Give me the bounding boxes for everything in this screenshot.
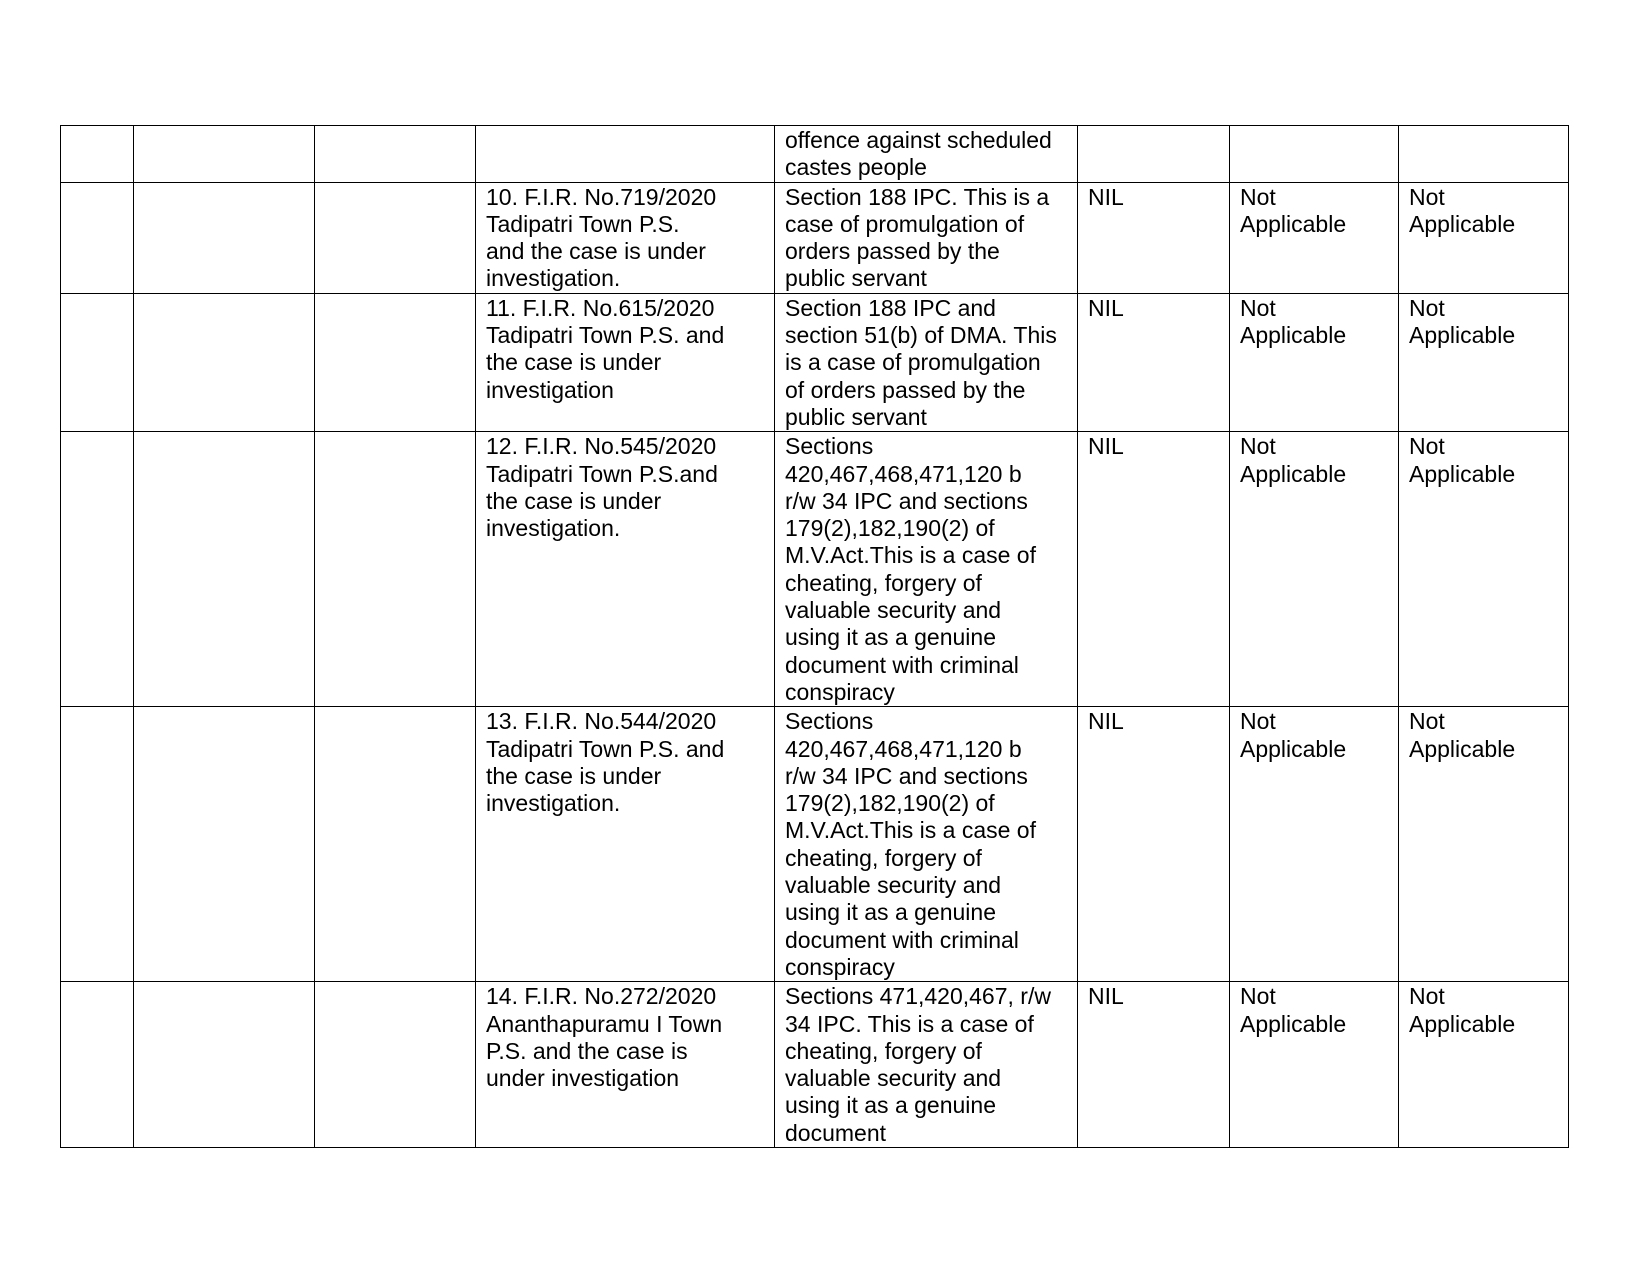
serial-cell xyxy=(61,126,134,183)
charges-cell xyxy=(1078,126,1230,183)
serial-cell xyxy=(61,293,134,431)
name-cell xyxy=(134,432,315,707)
fir-details-cell: 13. F.I.R. No.544/2020 Tadipatri Town P.S. and the case is under investigation. xyxy=(476,707,775,982)
table-row xyxy=(61,126,1569,183)
fir-details-cell: 14. F.I.R. No.272/2020 Ananthapuramu I Town P.S. and the case is under investigation xyxy=(476,982,775,1148)
serial-cell xyxy=(61,432,134,707)
case-details-table xyxy=(60,125,1569,1148)
status-cell: Not Applicable xyxy=(1230,982,1399,1148)
name-cell xyxy=(134,182,315,293)
remarks-cell: Not Applicable xyxy=(1399,432,1569,707)
fir-details-cell xyxy=(476,126,775,183)
charges-cell: NIL xyxy=(1078,707,1230,982)
detail-cell xyxy=(315,182,476,293)
offence-description-cell: offence against scheduled castes people xyxy=(775,126,1078,183)
remarks-cell: Not Applicable xyxy=(1399,707,1569,982)
status-cell: Not Applicable xyxy=(1230,182,1399,293)
detail-cell xyxy=(315,293,476,431)
serial-cell xyxy=(61,707,134,982)
name-cell xyxy=(134,293,315,431)
serial-cell xyxy=(61,982,134,1148)
offence-description-cell: Sections 471,420,467, r/w 34 IPC. This is a case of cheating, forgery of valuable security and using it as a genuine document xyxy=(775,982,1078,1148)
offence-description-cell: Sections 420,467,468,471,120 b r/w 34 IPC and sections 179(2),182,190(2) of M.V.Act.This is a case of cheating, forgery of valuable security and using it as a genuine document with criminal conspiracy xyxy=(775,432,1078,707)
detail-cell xyxy=(315,126,476,183)
fir-details-cell: 12. F.I.R. No.545/2020 Tadipatri Town P.S.and the case is under investigation. xyxy=(476,432,775,707)
offence-description-cell: Sections 420,467,468,471,120 b r/w 34 IPC and sections 179(2),182,190(2) of M.V.Act.This is a case of cheating, forgery of valuable security and using it as a genuine document with criminal conspiracy xyxy=(775,707,1078,982)
name-cell xyxy=(134,982,315,1148)
table-row xyxy=(61,982,1569,1148)
status-cell: Not Applicable xyxy=(1230,707,1399,982)
fir-details-cell: 11. F.I.R. No.615/2020 Tadipatri Town P.S. and the case is under investigation xyxy=(476,293,775,431)
charges-cell: NIL xyxy=(1078,293,1230,431)
remarks-cell: Not Applicable xyxy=(1399,293,1569,431)
table-row xyxy=(61,707,1569,982)
name-cell xyxy=(134,126,315,183)
detail-cell xyxy=(315,707,476,982)
table-row xyxy=(61,432,1569,707)
detail-cell xyxy=(315,982,476,1148)
status-cell xyxy=(1230,126,1399,183)
fir-details-cell: 10. F.I.R. No.719/2020 Tadipatri Town P.S. and the case is under investigation. xyxy=(476,182,775,293)
status-cell: Not Applicable xyxy=(1230,293,1399,431)
remarks-cell xyxy=(1399,126,1569,183)
remarks-cell: Not Applicable xyxy=(1399,182,1569,293)
charges-cell: NIL xyxy=(1078,432,1230,707)
table-row xyxy=(61,182,1569,293)
table-row xyxy=(61,293,1569,431)
name-cell xyxy=(134,707,315,982)
charges-cell: NIL xyxy=(1078,982,1230,1148)
status-cell: Not Applicable xyxy=(1230,432,1399,707)
charges-cell: NIL xyxy=(1078,182,1230,293)
offence-description-cell: Section 188 IPC and section 51(b) of DMA. This is a case of promulgation of orders passed by the public servant xyxy=(775,293,1078,431)
remarks-cell: Not Applicable xyxy=(1399,982,1569,1148)
offence-description-cell: Section 188 IPC. This is a case of promulgation of orders passed by the public servant xyxy=(775,182,1078,293)
detail-cell xyxy=(315,432,476,707)
serial-cell xyxy=(61,182,134,293)
